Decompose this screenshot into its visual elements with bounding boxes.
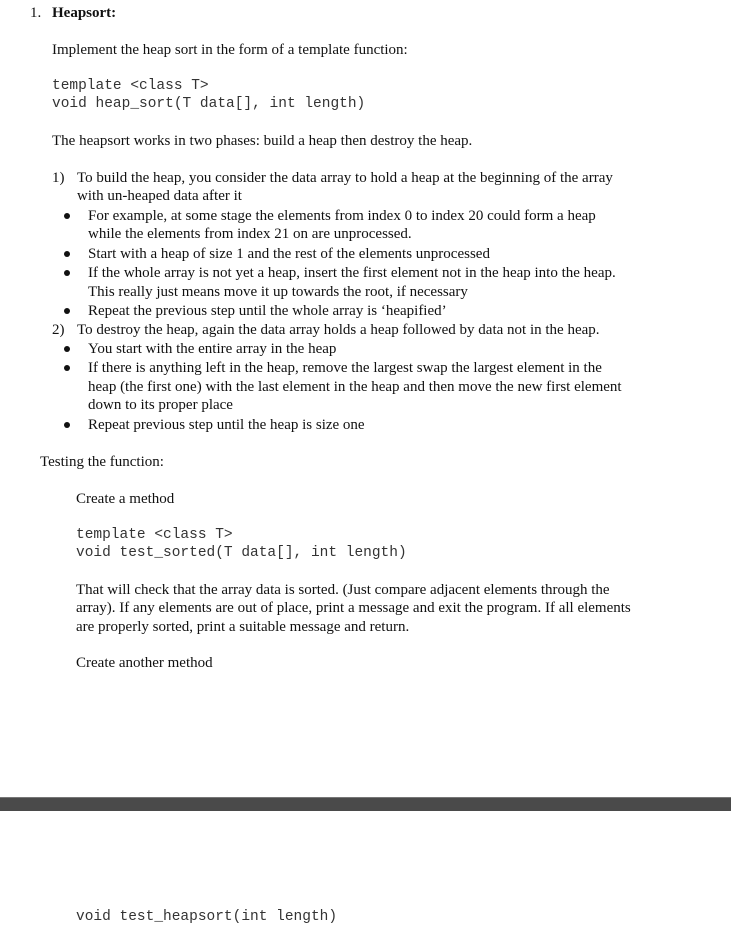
bullet-text: heap (the first one) with the last element in the heap and then move the new first element <box>88 379 622 395</box>
section-title: Heapsort: <box>52 5 117 21</box>
bullet-text: while the elements from index 21 on are unprocessed. <box>88 226 412 242</box>
page-divider <box>0 797 731 811</box>
bullet-icon <box>64 251 70 257</box>
code-template-line: template <class T> <box>52 78 209 94</box>
code-signature-line: void test_sorted(T data[], int length) <box>76 545 407 561</box>
code-signature-line: void heap_sort(T data[], int length) <box>52 96 366 112</box>
intro-text: Implement the heap sort in the form of a template function: <box>52 42 408 58</box>
bullet-icon <box>64 346 70 352</box>
code-template-line: template <class T> <box>76 527 233 543</box>
bullet-icon <box>64 308 70 314</box>
check-paragraph-line: are properly sorted, print a suitable message and return. <box>76 619 410 635</box>
bullet-text: Start with a heap of size 1 and the rest of the elements unprocessed <box>88 246 490 262</box>
create-method-text: Create a method <box>76 491 175 507</box>
check-paragraph-line: That will check that the array data is sorted. (Just compare adjacent elements through the <box>76 582 610 598</box>
step-1-line: with un-heaped data after it <box>77 188 242 204</box>
phases-text: The heapsort works in two phases: build a heap then destroy the heap. <box>52 133 473 149</box>
step-1-line: To build the heap, you consider the data array to hold a heap at the beginning of the array <box>77 170 613 186</box>
bullet-text: If there is anything left in the heap, remove the largest swap the largest element in the <box>88 360 602 376</box>
bullet-icon <box>64 422 70 428</box>
bullet-text: You start with the entire array in the heap <box>88 341 337 357</box>
bullet-icon <box>64 270 70 276</box>
check-paragraph-line: array). If any elements are out of place, print a message and exit the program. If all elements <box>76 600 631 616</box>
testing-heading: Testing the function: <box>40 454 164 470</box>
step-2-line: To destroy the heap, again the data array holds a heap followed by data not in the heap. <box>77 322 600 338</box>
section-number: 1. <box>30 5 42 21</box>
bullet-text: down to its proper place <box>88 397 233 413</box>
bullet-icon <box>64 365 70 371</box>
bullet-text: This really just means move it up towards the root, if necessary <box>88 284 468 300</box>
bullet-text: For example, at some stage the elements from index 0 to index 20 could form a heap <box>88 208 596 224</box>
code-signature-line: void test_heapsort(int length) <box>76 909 338 925</box>
bullet-text: Repeat previous step until the heap is size one <box>88 417 365 433</box>
step-1-number: 1) <box>52 170 65 186</box>
create-another-text: Create another method <box>76 655 213 671</box>
bullet-text: Repeat the previous step until the whole array is ‘heapified’ <box>88 303 447 319</box>
bullet-text: If the whole array is not yet a heap, insert the first element not in the heap into the heap. <box>88 265 616 281</box>
bullet-icon <box>64 213 70 219</box>
step-2-number: 2) <box>52 322 65 338</box>
